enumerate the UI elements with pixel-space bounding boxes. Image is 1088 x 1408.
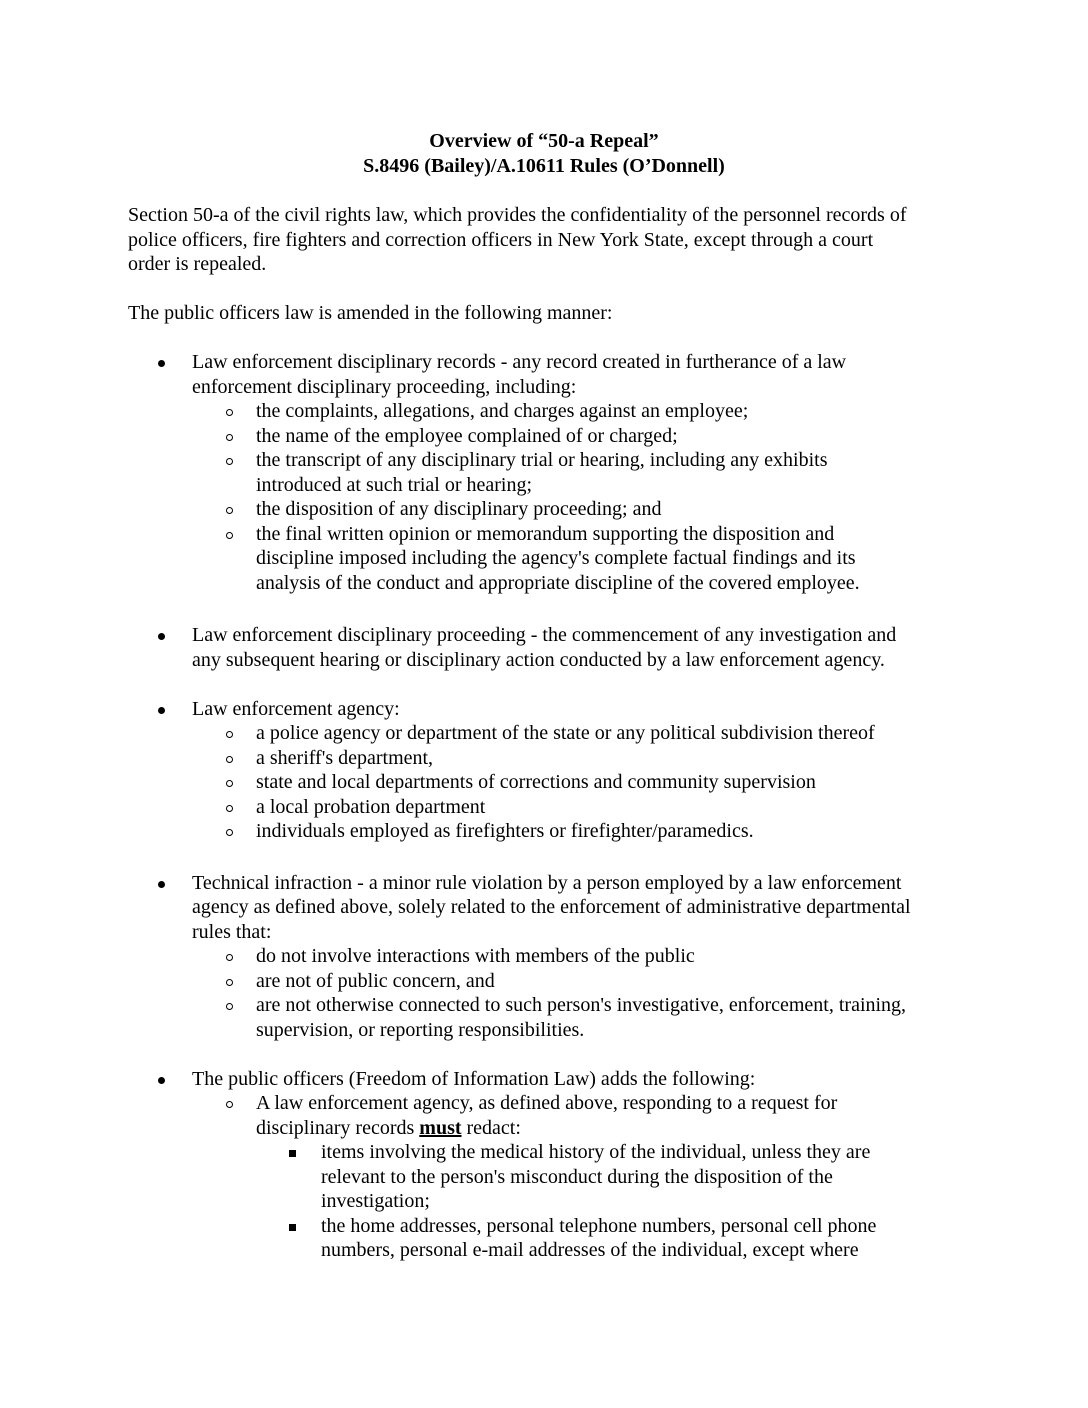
bullet-icon xyxy=(158,1077,165,1084)
document-title: Overview of “50-a Repeal” xyxy=(429,130,659,152)
circle-bullet-icon xyxy=(226,805,233,812)
intro-line: Section 50-a of the civil rights law, which provides the confidentiality of the personnel records of xyxy=(128,204,907,226)
square-bullet-icon xyxy=(289,1224,296,1231)
section-line: Law enforcement disciplinary proceeding - the commencement of any investigation and xyxy=(192,624,897,646)
section-line: any subsequent hearing or disciplinary action conducted by a law enforcement agency. xyxy=(192,649,885,671)
circle-bullet-icon xyxy=(226,1003,233,1010)
circle-bullet-icon xyxy=(226,507,233,514)
circle-bullet-icon xyxy=(226,731,233,738)
section-line: Law enforcement agency: xyxy=(192,698,400,720)
list-item: do not involve interactions with members of the public xyxy=(256,945,695,967)
bullet-icon xyxy=(158,881,165,888)
list-item: the disposition of any disciplinary proceeding; and xyxy=(256,498,662,520)
list-item: a sheriff's department, xyxy=(256,747,434,769)
circle-bullet-icon xyxy=(226,458,233,465)
bullet-icon xyxy=(158,633,165,640)
circle-bullet-icon xyxy=(226,954,233,961)
redact-text-after: redact: xyxy=(461,1117,521,1139)
amend-intro: The public officers law is amended in the following manner: xyxy=(128,302,613,324)
circle-bullet-icon xyxy=(226,409,233,416)
list-item: state and local departments of corrections and community supervision xyxy=(256,771,816,793)
list-item: the transcript of any disciplinary trial or hearing, including any exhibits xyxy=(256,449,828,471)
intro-line: order is repealed. xyxy=(128,253,267,275)
list-item: individuals employed as firefighters or firefighter/paramedics. xyxy=(256,820,754,842)
redact-text-before: disciplinary records xyxy=(256,1117,420,1139)
section-line: The public officers (Freedom of Information Law) adds the following: xyxy=(192,1068,756,1090)
sub-list-item-continued: investigation; xyxy=(321,1190,430,1212)
sub-list-item-continued: numbers, personal e-mail addresses of the individual, except where xyxy=(321,1239,859,1261)
circle-bullet-icon xyxy=(226,434,233,441)
list-item: the final written opinion or memorandum supporting the disposition and xyxy=(256,523,835,545)
section-line: agency as defined above, solely related to the enforcement of administrative departmental xyxy=(192,896,911,918)
circle-bullet-icon xyxy=(226,979,233,986)
list-item-continued: analysis of the conduct and appropriate discipline of the covered employee. xyxy=(256,572,860,594)
list-item-continued: discipline imposed including the agency's complete factual findings and its xyxy=(256,547,856,569)
list-item: a local probation department xyxy=(256,796,486,818)
bullet-icon xyxy=(158,360,165,367)
must-emphasis: must xyxy=(419,1117,462,1139)
list-item: A law enforcement agency, as defined above, responding to a request for xyxy=(256,1092,838,1114)
document-subtitle: S.8496 (Bailey)/A.10611 Rules (O’Donnell) xyxy=(363,155,725,177)
sub-list-item: items involving the medical history of the individual, unless they are xyxy=(321,1141,871,1163)
list-item: are not of public concern, and xyxy=(256,970,495,992)
circle-bullet-icon xyxy=(226,756,233,763)
circle-bullet-icon xyxy=(226,780,233,787)
circle-bullet-icon xyxy=(226,1101,233,1108)
section-line: Law enforcement disciplinary records - any record created in furtherance of a law xyxy=(192,351,847,373)
section-line: Technical infraction - a minor rule violation by a person employed by a law enforcement xyxy=(192,872,902,894)
list-item: the name of the employee complained of or charged; xyxy=(256,425,678,447)
list-item: the complaints, allegations, and charges against an employee; xyxy=(256,400,749,422)
intro-line: police officers, fire fighters and correction officers in New York State, except through a court xyxy=(128,229,874,251)
list-item-continued: supervision, or reporting responsibilities. xyxy=(256,1019,585,1041)
list-item: a police agency or department of the state or any political subdivision thereof xyxy=(256,722,875,744)
square-bullet-icon xyxy=(289,1150,296,1157)
list-item-continued xyxy=(256,1116,521,1140)
list-item: are not otherwise connected to such person's investigative, enforcement, training, xyxy=(256,994,907,1016)
section-line: enforcement disciplinary proceeding, including: xyxy=(192,376,577,398)
list-item-continued: introduced at such trial or hearing; xyxy=(256,474,533,496)
sub-list-item-continued: relevant to the person's misconduct during the disposition of the xyxy=(321,1166,833,1188)
bullet-icon xyxy=(158,707,165,714)
circle-bullet-icon xyxy=(226,829,233,836)
circle-bullet-icon xyxy=(226,532,233,539)
section-line: rules that: xyxy=(192,921,272,943)
sub-list-item: the home addresses, personal telephone numbers, personal cell phone xyxy=(321,1215,877,1237)
